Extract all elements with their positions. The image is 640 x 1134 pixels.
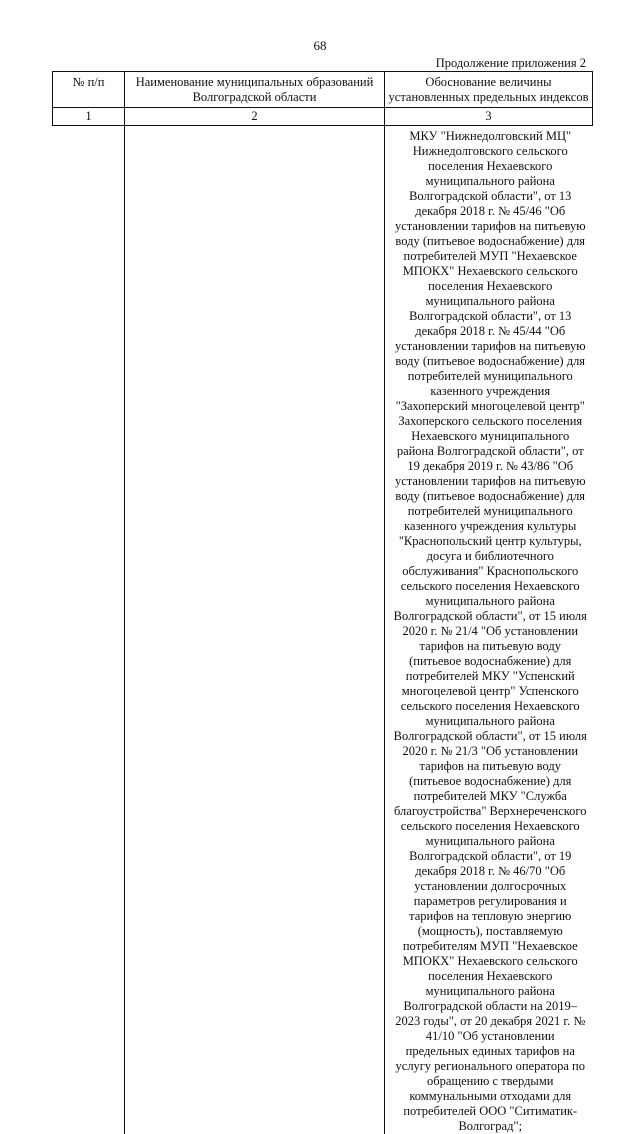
column-number-1: 1 xyxy=(53,108,125,126)
page-number: 68 xyxy=(0,38,640,54)
cell-justification: МКУ "Нижнедолговский МЦ" Нижнедолговского сельского поселения Нехаевского муниципального района Волгоградской области", от 13 декабря 2018 г. № 45/46 "Об установлении тарифов на питьевую воду (питьевое водоснабжение) для потребителей МУП "Нехаевское МПОКХ" Нехаевского сельского поселения Нехаевского муниципального района Волгоградской области", от 13 декабря 2018 г. № 45/44 "Об установлении тарифов на питьевую воду (питьевое водоснабжение) для потребителей муниципального казенного учреждения "Захоперский многоцелевой центр" Захоперского сельского поселения Нехаевского муниципального района Волгоградской области", от 19 декабря 2019 г. № 43/86 "Об установлении тарифов на питьевую воду (питьевое водоснабжение) для потребителей муниципального казенного учреждения культуры "Краснопольский центр культуры, досуга и библиотечного обслуживания" Краснопольского сельского поселения Нехаевского муниципального района Волгоградской области", от 15 июля 2020 г. № 21/4 "Об установлении тарифов на питьевую воду (питьевое водоснабжение) для потребителей МКУ "Успенский многоцелевой центр" Успенского сельского поселения Нехаевского муниципального района Волгоградской области", от 15 июля 2020 г. № 21/3 "Об установлении тарифов на питьевую воду (питьевое водоснабжение) для потребителей МКУ "Служба благоустройства" Верхнереченского сельского поселения Нехаевского муниципального района Волгоградской области", от 19 декабря 2018 г. № 46/70 "Об установлении долгосрочных параметров регулирования и тарифов на тепловую энергию (мощность), поставляемую потребителям МУП "Нехаевское МПОКХ" Нехаевского сельского поселения Нехаевского муниципального района Волгоградской области на 2019–2023 годы", от 20 декабря 2021 г. № 41/10 "Об установлении предельных единых тарифов на услугу регионального оператора по обращению с твердыми коммунальными отходами для потребителей ООО "Ситиматик-Волгоград"; xyxy=(385,126,593,1134)
cell-number xyxy=(53,126,125,1134)
cell-municipality xyxy=(125,126,385,1134)
table-header-row xyxy=(53,72,593,108)
table-row xyxy=(53,126,593,1134)
appendix-continuation-label: Продолжение приложения 2 xyxy=(436,56,586,71)
column-number-2: 2 xyxy=(125,108,385,126)
header-municipality: Наименование муниципальных образований Волгоградской области xyxy=(125,72,385,108)
header-justification: Обоснование величины установленных предельных индексов xyxy=(385,72,593,108)
column-number-3: 3 xyxy=(385,108,593,126)
column-numbers-row xyxy=(53,108,593,126)
indices-table xyxy=(52,71,593,1134)
header-number: № п/п xyxy=(53,72,125,108)
